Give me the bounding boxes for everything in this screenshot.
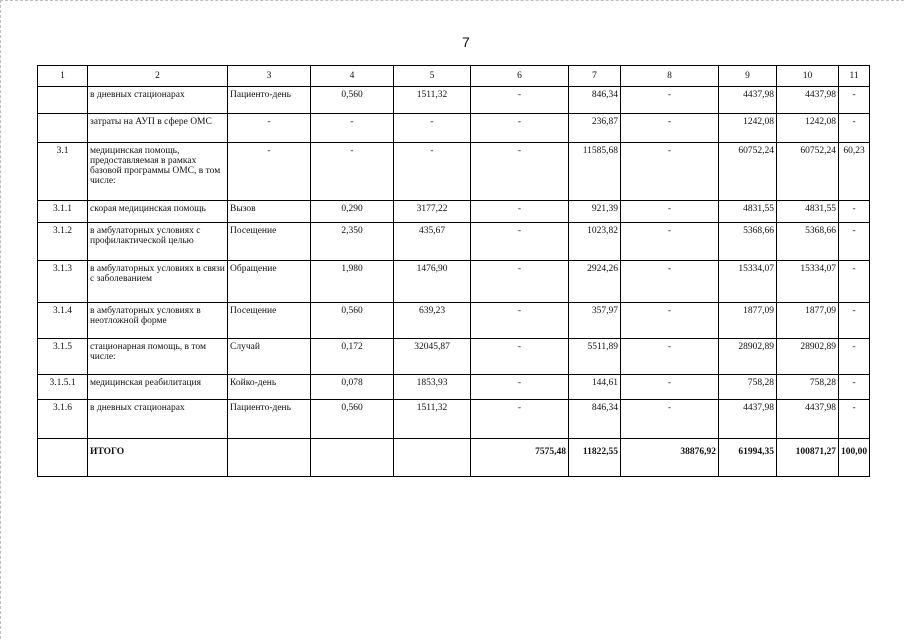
row-value: 1877,09 xyxy=(777,303,839,339)
row-value: 921,39 xyxy=(569,201,621,223)
row-value: 0,290 xyxy=(311,201,394,223)
row-value: - xyxy=(839,87,870,114)
row-value: - xyxy=(311,114,394,143)
table-row xyxy=(38,339,870,375)
header-cell: 7 xyxy=(569,66,621,87)
row-value: 4437,98 xyxy=(719,400,777,439)
row-value: - xyxy=(621,375,719,400)
row-value: 2,350 xyxy=(311,223,394,261)
row-name: в дневных стационарах xyxy=(88,400,228,439)
row-value: 0,560 xyxy=(311,87,394,114)
row-value: 1242,08 xyxy=(777,114,839,143)
row-value: - xyxy=(471,87,569,114)
row-value: 1476,90 xyxy=(394,261,471,303)
row-name: в амбулаторных условиях в неотложной форме xyxy=(88,303,228,339)
row-value: - xyxy=(471,114,569,143)
row-value: - xyxy=(471,303,569,339)
row-value: 758,28 xyxy=(777,375,839,400)
row-value: 5511,89 xyxy=(569,339,621,375)
row-code: 3.1 xyxy=(38,143,88,201)
table-row xyxy=(38,87,870,114)
row-unit: Вызов xyxy=(228,201,311,223)
row-value: - xyxy=(621,400,719,439)
row-value: 32045,87 xyxy=(394,339,471,375)
row-unit: Случай xyxy=(228,339,311,375)
row-value: 1023,82 xyxy=(569,223,621,261)
row-value: - xyxy=(394,143,471,201)
row-value: - xyxy=(621,143,719,201)
row-unit: - xyxy=(228,114,311,143)
row-value: 11585,68 xyxy=(569,143,621,201)
row-code: 3.1.5 xyxy=(38,339,88,375)
row-code xyxy=(38,87,88,114)
row-code xyxy=(38,114,88,143)
row-name: в амбулаторных условиях в связи с заболеванием xyxy=(88,261,228,303)
row-value: 4437,98 xyxy=(719,87,777,114)
table-row xyxy=(38,143,870,201)
header-cell: 1 xyxy=(38,66,88,87)
row-unit: - xyxy=(228,143,311,201)
row-value: 2924,26 xyxy=(569,261,621,303)
row-value: 0,560 xyxy=(311,303,394,339)
row-value: - xyxy=(471,261,569,303)
table-row xyxy=(38,303,870,339)
total-value: 7575,48 xyxy=(471,439,569,477)
row-value: 3177,22 xyxy=(394,201,471,223)
row-code: 3.1.6 xyxy=(38,400,88,439)
row-value: 0,078 xyxy=(311,375,394,400)
row-code: 3.1.5.1 xyxy=(38,375,88,400)
row-value: 60752,24 xyxy=(777,143,839,201)
row-name: медицинская помощь, предоставляемая в рамках базовой программы ОМС, в том числе: xyxy=(88,143,228,201)
row-value: 4437,98 xyxy=(777,400,839,439)
total-value: 100,00 xyxy=(839,439,870,477)
row-unit: Койко-день xyxy=(228,375,311,400)
header-cell: 2 xyxy=(88,66,228,87)
row-value: - xyxy=(621,114,719,143)
row-value: - xyxy=(621,87,719,114)
row-value: 4831,55 xyxy=(719,201,777,223)
header-row xyxy=(38,66,870,87)
row-value: - xyxy=(621,261,719,303)
row-value: - xyxy=(839,114,870,143)
row-value: - xyxy=(471,400,569,439)
row-name: затраты на АУП в сфере ОМС xyxy=(88,114,228,143)
table-row xyxy=(38,114,870,143)
row-value: 1,980 xyxy=(311,261,394,303)
row-value: 4831,55 xyxy=(777,201,839,223)
row-value: 5368,66 xyxy=(777,223,839,261)
row-code: 3.1.4 xyxy=(38,303,88,339)
row-value: - xyxy=(471,375,569,400)
row-value: - xyxy=(839,339,870,375)
row-value: 28902,89 xyxy=(777,339,839,375)
row-name: медицинская реабилитация xyxy=(88,375,228,400)
row-code: 3.1.2 xyxy=(38,223,88,261)
row-value: - xyxy=(621,223,719,261)
row-value: 758,28 xyxy=(719,375,777,400)
row-value: 357,97 xyxy=(569,303,621,339)
cost-table xyxy=(37,65,870,477)
row-value: 1242,08 xyxy=(719,114,777,143)
header-cell: 10 xyxy=(777,66,839,87)
row-value: 0,172 xyxy=(311,339,394,375)
row-name: в дневных стационарах xyxy=(88,87,228,114)
header-cell: 9 xyxy=(719,66,777,87)
row-value: 639,23 xyxy=(394,303,471,339)
row-code: 3.1.1 xyxy=(38,201,88,223)
table-row xyxy=(38,261,870,303)
row-value: - xyxy=(839,261,870,303)
header-cell: 5 xyxy=(394,66,471,87)
row-value: 846,34 xyxy=(569,87,621,114)
row-value: - xyxy=(839,201,870,223)
row-value: 60752,24 xyxy=(719,143,777,201)
total-empty xyxy=(311,439,394,477)
row-value: - xyxy=(471,201,569,223)
row-value: 846,34 xyxy=(569,400,621,439)
row-name: в амбулаторных условиях с профилактической целью xyxy=(88,223,228,261)
row-value: 236,87 xyxy=(569,114,621,143)
page-number: 7 xyxy=(462,34,470,50)
row-unit: Пациенто-день xyxy=(228,87,311,114)
row-unit: Посещение xyxy=(228,303,311,339)
total-label: ИТОГО xyxy=(88,439,228,477)
header-cell: 3 xyxy=(228,66,311,87)
row-unit: Пациенто-день xyxy=(228,400,311,439)
row-value: - xyxy=(839,303,870,339)
row-value: - xyxy=(839,223,870,261)
row-value: - xyxy=(471,143,569,201)
row-value: - xyxy=(621,201,719,223)
row-unit: Посещение xyxy=(228,223,311,261)
row-value: - xyxy=(471,339,569,375)
row-value: 144,61 xyxy=(569,375,621,400)
row-value: 4437,98 xyxy=(777,87,839,114)
row-value: 435,67 xyxy=(394,223,471,261)
row-value: - xyxy=(394,114,471,143)
row-value: - xyxy=(621,339,719,375)
total-value: 11822,55 xyxy=(569,439,621,477)
row-code: 3.1.3 xyxy=(38,261,88,303)
row-value: 1511,32 xyxy=(394,87,471,114)
total-code xyxy=(38,439,88,477)
row-value: 15334,07 xyxy=(777,261,839,303)
header-cell: 8 xyxy=(621,66,719,87)
table-row xyxy=(38,223,870,261)
row-value: 28902,89 xyxy=(719,339,777,375)
total-empty xyxy=(228,439,311,477)
row-value: - xyxy=(839,400,870,439)
row-name: скорая медицинская помощь xyxy=(88,201,228,223)
table-row xyxy=(38,201,870,223)
row-value: - xyxy=(471,223,569,261)
table-row xyxy=(38,400,870,439)
row-value: 5368,66 xyxy=(719,223,777,261)
row-value: - xyxy=(621,303,719,339)
row-value: 0,560 xyxy=(311,400,394,439)
row-value: 1877,09 xyxy=(719,303,777,339)
table-row xyxy=(38,375,870,400)
header-cell: 4 xyxy=(311,66,394,87)
header-cell: 11 xyxy=(839,66,870,87)
row-value: 15334,07 xyxy=(719,261,777,303)
row-value: 60,23 xyxy=(839,143,870,201)
total-value: 38876,92 xyxy=(621,439,719,477)
total-value: 100871,27 xyxy=(777,439,839,477)
row-value: - xyxy=(839,375,870,400)
row-value: 1511,32 xyxy=(394,400,471,439)
total-empty xyxy=(394,439,471,477)
row-unit: Обращение xyxy=(228,261,311,303)
row-name: стационарная помощь, в том числе: xyxy=(88,339,228,375)
row-value: 1853,93 xyxy=(394,375,471,400)
total-value: 61994,35 xyxy=(719,439,777,477)
header-cell: 6 xyxy=(471,66,569,87)
total-row xyxy=(38,439,870,477)
row-value: - xyxy=(311,143,394,201)
